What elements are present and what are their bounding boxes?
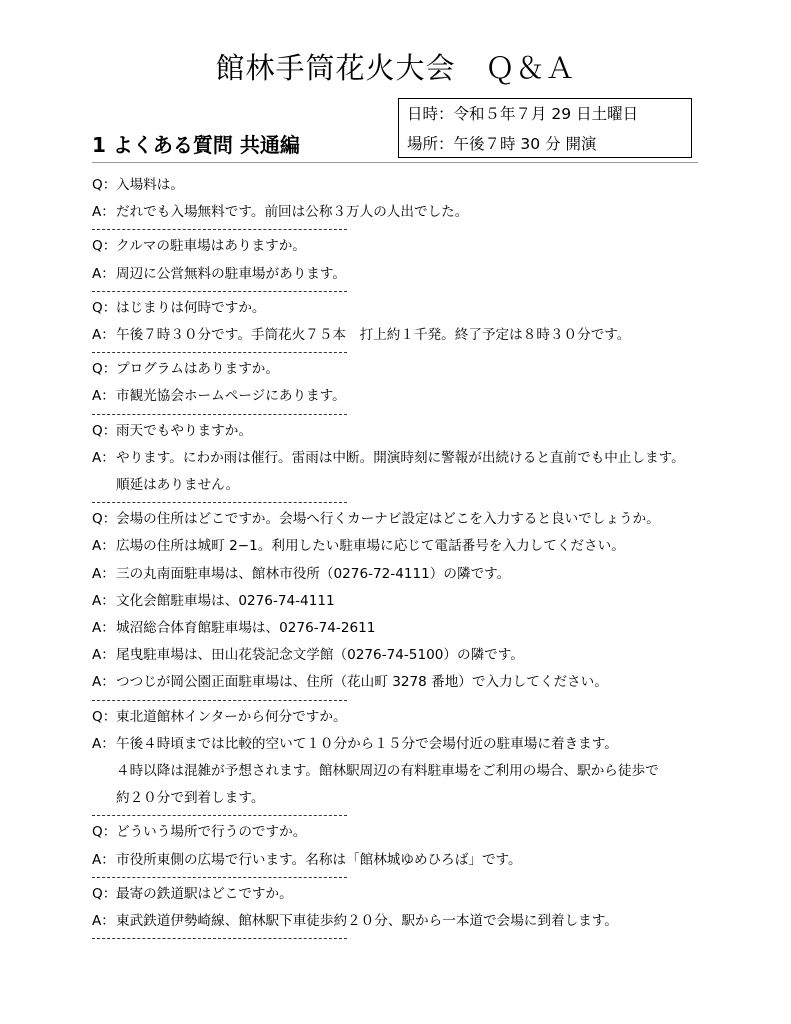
qa-text: 雨天でもやりますか。	[116, 422, 252, 439]
qa-text: 約２０分で到着します。	[116, 790, 265, 807]
answer-marker: A：	[92, 265, 115, 282]
qa-text: だれでも入場無料です。前回は公称３万人の人出でした。	[116, 204, 469, 221]
qa-item	[92, 819, 522, 877]
answer-line	[92, 669, 702, 696]
qa-item	[92, 356, 347, 414]
question-line	[92, 704, 702, 731]
page-title: 館林手筒花火大会 Ｑ＆Ａ	[215, 51, 576, 85]
answer-line	[92, 561, 702, 588]
answer-marker: A：	[92, 565, 115, 582]
event-time: 場所：午後７時 30 分 開演	[407, 135, 597, 153]
qa-text: やります。にわか雨は催行。雷雨は中断。開演時刻に警報が出続けると直前でも中止します。	[116, 449, 685, 466]
answer-marker: A：	[92, 388, 115, 405]
answer-line	[92, 908, 702, 935]
qa-text: 入場料は。	[116, 177, 184, 193]
answer-marker: A：	[92, 538, 115, 555]
qa-text: どういう場所で行うのですか。	[116, 824, 307, 841]
question-marker: Q：	[92, 299, 117, 316]
qa-text: クルマの駐車場はありますか。	[116, 238, 306, 255]
qa-item	[92, 881, 618, 939]
question-marker: Q：	[92, 708, 117, 725]
answer-marker: A：	[92, 674, 115, 691]
qa-text: 市役所東側の広場で行います。名称は「館林城ゆめひろば」です。	[116, 851, 522, 868]
section-heading: 1 よくある質問 共通編	[92, 133, 300, 157]
answer-marker: A：	[92, 204, 115, 221]
answer-line	[92, 615, 702, 642]
qa-text: 午後７時３０分です。手筒花火７５本 打上約１千発。終了予定は８時３０分です。	[116, 327, 631, 344]
question-line	[92, 418, 702, 445]
question-marker: Q：	[92, 511, 117, 528]
qa-text: プログラムはありますか。	[116, 361, 279, 378]
qa-text: ４時以降は混雑が予想されます。館林駅周辺の有料駐車場をご利用の場合、駅から徒歩で	[116, 763, 659, 780]
answer-continuation	[92, 785, 726, 812]
answer-marker: A：	[92, 735, 115, 752]
answer-marker: A：	[92, 327, 115, 344]
answer-marker: A：	[92, 449, 115, 466]
qa-item	[92, 172, 469, 230]
answer-marker: A：	[92, 592, 115, 609]
answer-line	[92, 383, 702, 410]
event-date: 日時：令和５年７月 29 日土曜日	[407, 105, 639, 123]
qa-item	[92, 233, 347, 291]
question-line	[92, 172, 702, 199]
question-line	[92, 295, 702, 322]
answer-continuation	[92, 758, 726, 785]
qa-text: 城沼総合体育館駐車場は、0276-74-2611	[116, 620, 376, 637]
qa-text: はじまりは何時ですか。	[116, 299, 266, 316]
qa-item	[92, 506, 660, 700]
qa-text: 周辺に公営無料の駐車場があります。	[116, 265, 347, 282]
answer-line	[92, 261, 702, 288]
answer-marker: A：	[92, 851, 115, 868]
qa-text: 市観光協会ホームページにあります。	[116, 388, 346, 405]
qa-text: 会場の住所はどこですか。会場へ行くカーナビ設定はどこを入力すると良いでしょうか。	[116, 511, 660, 528]
question-marker: Q：	[92, 177, 117, 193]
qa-text: 広場の住所は城町 2−1。利用したい駐車場に応じて電話番号を入力してください。	[116, 538, 625, 555]
question-line	[92, 356, 702, 383]
qa-list	[92, 172, 702, 942]
event-info-box	[398, 98, 692, 158]
question-line	[92, 819, 702, 846]
qa-text: 東武鉄道伊勢崎線、館林駅下車徒歩約２０分、駅から一本道で会場に到着します。	[116, 913, 618, 930]
answer-line	[92, 533, 702, 560]
answer-line	[92, 445, 702, 472]
qa-text: 三の丸南面駐車場は、館林市役所（0276-72-4111）の隣です。	[116, 565, 511, 582]
question-marker: Q：	[92, 361, 117, 378]
answer-marker: A：	[92, 647, 115, 664]
qa-item	[92, 418, 685, 504]
qa-text: 順延はありません。	[116, 477, 240, 494]
question-marker: Q：	[92, 824, 117, 841]
question-marker: Q：	[92, 238, 117, 255]
qa-text: 尾曳駐車場は、田山花袋記念文学館（0276-74-5100）の隣です。	[116, 647, 524, 664]
answer-line	[92, 588, 702, 615]
answer-marker: A：	[92, 913, 115, 930]
qa-text: 東北道館林インターから何分ですか。	[116, 708, 347, 725]
answer-marker: A：	[92, 620, 115, 637]
answer-line	[92, 731, 702, 758]
qa-item	[92, 704, 659, 817]
answer-line	[92, 847, 702, 874]
qa-text: 午後４時頃までは比較的空いて１０分から１５分で会場付近の駐車場に着きます。	[116, 735, 618, 752]
question-line	[92, 233, 702, 260]
question-line	[92, 881, 702, 908]
qa-text: 最寄の鉄道駅はどこですか。	[116, 885, 293, 902]
qa-item	[92, 295, 631, 353]
answer-continuation	[92, 472, 726, 499]
answer-line	[92, 642, 702, 669]
qa-text: 文化会館駐車場は、0276-74-4111	[116, 592, 335, 609]
question-line	[92, 506, 702, 533]
qa-text: つつじが岡公園正面駐車場は、住所（花山町 3278 番地）で入力してください。	[116, 674, 608, 691]
question-marker: Q：	[92, 422, 117, 439]
answer-line	[92, 322, 702, 349]
question-marker: Q：	[92, 885, 117, 902]
header-divider	[92, 162, 698, 163]
answer-line	[92, 199, 702, 226]
